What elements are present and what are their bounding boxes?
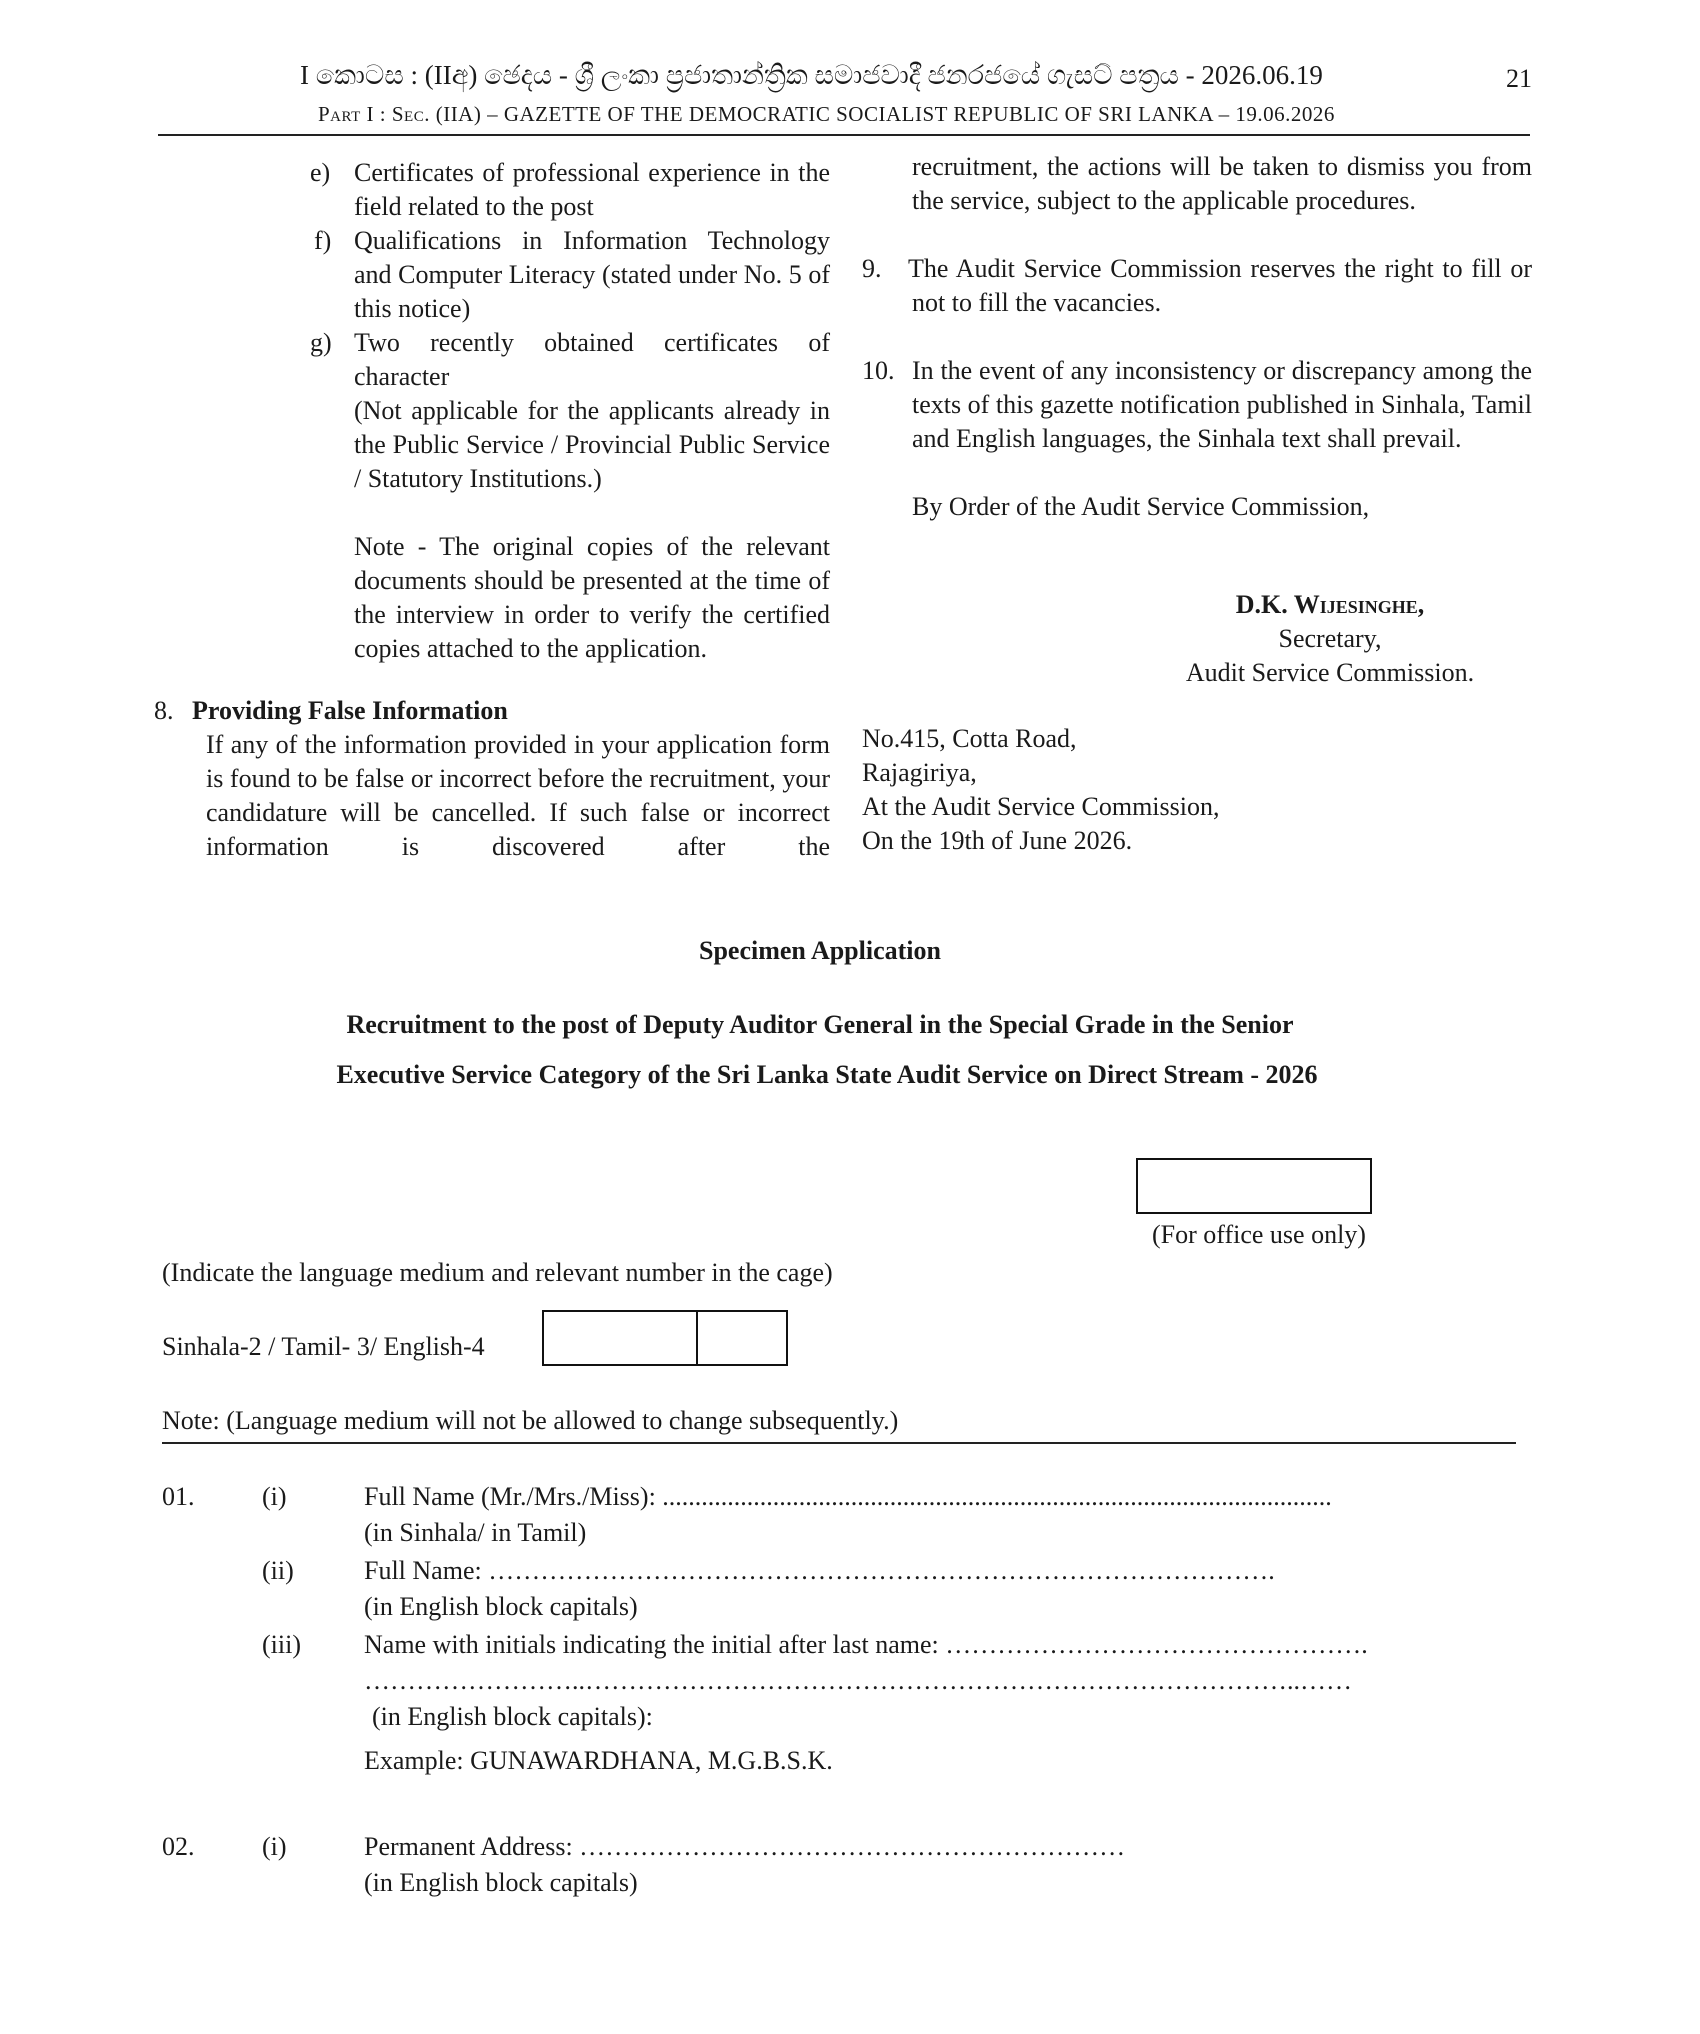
item-text: Qualifications in Information Technology and Computer Literacy (stated under No. 5 of this notice): [354, 226, 830, 323]
office-use-box: [1136, 1158, 1372, 1214]
item-label: g): [310, 328, 332, 357]
sub-label: (i): [262, 1832, 287, 1861]
field-hint: (in English block capitals): [364, 1592, 638, 1621]
address-block: [862, 722, 1362, 858]
signatory-name: D.K. Wijesinghe,: [1235, 590, 1425, 619]
item-9: [862, 252, 1532, 320]
item-subtext: (Not applicable for the applicants already in the Public Service / Provincial Public Service / Statutory Institutions.): [354, 396, 830, 493]
full-name-english-field[interactable]: Full Name: ……………………………………………………………………………….: [364, 1556, 1275, 1585]
cage-cell[interactable]: [698, 1312, 786, 1364]
list-item-g: [310, 326, 830, 496]
example-text: Example: GUNAWARDHANA, M.G.B.S.K.: [364, 1746, 833, 1775]
specimen-title-line1: Recruitment to the post of Deputy Auditor General in the Special Grade in the Senior: [346, 1010, 1294, 1039]
item-label: f): [314, 226, 332, 255]
address-line: No.415, Cotta Road,: [862, 724, 1077, 753]
question-number: 02.: [162, 1832, 195, 1861]
language-medium-label: Sinhala-2 / Tamil- 3/ English-4: [162, 1332, 485, 1361]
item-10: [862, 354, 1532, 456]
header-english-line: Part I : Sec. (IIA) – GAZETTE OF THE DEMOCRATIC SOCIALIST REPUBLIC OF SRI LANKA – 19.06.2026: [318, 102, 1335, 126]
signature-block: [1160, 588, 1500, 690]
item-number: 9.: [862, 254, 882, 283]
language-medium-cage[interactable]: [542, 1310, 788, 1366]
address-line: At the Audit Service Commission,: [862, 792, 1220, 821]
section-title: Providing False Information: [192, 696, 508, 725]
item-text: Certificates of professional experience in the field related to the post: [354, 158, 830, 221]
section-number: 8.: [154, 696, 174, 725]
sub-label: (ii): [262, 1556, 294, 1585]
sub-label: (iii): [262, 1630, 301, 1659]
signatory-org: Audit Service Commission.: [1185, 658, 1475, 687]
left-column: [310, 156, 830, 666]
list-item-e: [310, 156, 830, 224]
section-8: [154, 694, 830, 864]
question-number: 01.: [162, 1482, 195, 1511]
header-sinhala-line: I කොටස : (IIඅ) ඡෙදය - ශ්‍රී ලංකා ප්‍රජාතාන්ත්‍රික සමාජවාදී ජනරජයේ ගැසට් පත්‍රය - 2026.06.19: [300, 60, 1323, 90]
item-text: Two recently obtained certificates of character: [354, 328, 830, 391]
office-use-label: (For office use only): [1152, 1220, 1366, 1249]
list-item-f: [310, 224, 830, 326]
address-line: On the 19th of June 2026.: [862, 826, 1133, 855]
full-name-field[interactable]: Full Name (Mr./Mrs./Miss): .......................................................................................................: [364, 1482, 1332, 1511]
permanent-address-field[interactable]: Permanent Address: ………………………………………………………: [364, 1832, 1126, 1861]
item-number: 10.: [862, 356, 895, 385]
sub-label: (i): [262, 1482, 287, 1511]
section-text: If any of the information provided in your application form is found to be false or incorrect before the recruitment, your candidature will be cancelled. If such false or incorrect information is discovered after the: [206, 730, 830, 861]
specimen-title-line2: Executive Service Category of the Sri Lanka State Audit Service on Direct Stream - 2026: [336, 1060, 1318, 1089]
name-with-initials-field[interactable]: Name with initials indicating the initial after last name: ………………………………………….: [364, 1630, 1368, 1659]
field-hint: (in English block capitals): [364, 1868, 638, 1897]
by-order-line: By Order of the Audit Service Commission,: [912, 492, 1370, 521]
field-hint: (in English block capitals):: [372, 1702, 653, 1731]
note-paragraph: Note - The original copies of the relevant documents should be presented at the time of the interview in order to verify the certified copies attached to the application.: [354, 532, 830, 663]
specimen-heading: Specimen Application: [699, 936, 941, 965]
address-line: Rajagiriya,: [862, 758, 977, 787]
field-hint: (in Sinhala/ in Tamil): [364, 1518, 587, 1547]
item-text: The Audit Service Commission reserves the right to fill or not to fill the vacancies.: [908, 254, 1532, 317]
name-with-initials-continuation[interactable]: ……………………..………………………………………………………………………..……: [364, 1666, 1352, 1695]
continuation-paragraph: recruitment, the actions will be taken to dismiss you from the service, subject to the applicable procedures.: [912, 152, 1532, 215]
item-label: e): [310, 158, 331, 187]
form-rule: [162, 1442, 1516, 1444]
signatory-title: Secretary,: [1278, 624, 1382, 653]
header-rule: [158, 134, 1530, 136]
right-column: [862, 150, 1532, 524]
item-text: In the event of any inconsistency or discrepancy among the texts of this gazette notification published in Sinhala, Tamil and English languages, the Sinhala text shall prevail.: [912, 356, 1532, 453]
language-instruction: (Indicate the language medium and relevant number in the cage): [162, 1258, 833, 1287]
language-medium-note: Note: (Language medium will not be allowed to change subsequently.): [162, 1406, 899, 1435]
page-number: 21: [1506, 64, 1532, 93]
cage-cell[interactable]: [544, 1312, 698, 1364]
